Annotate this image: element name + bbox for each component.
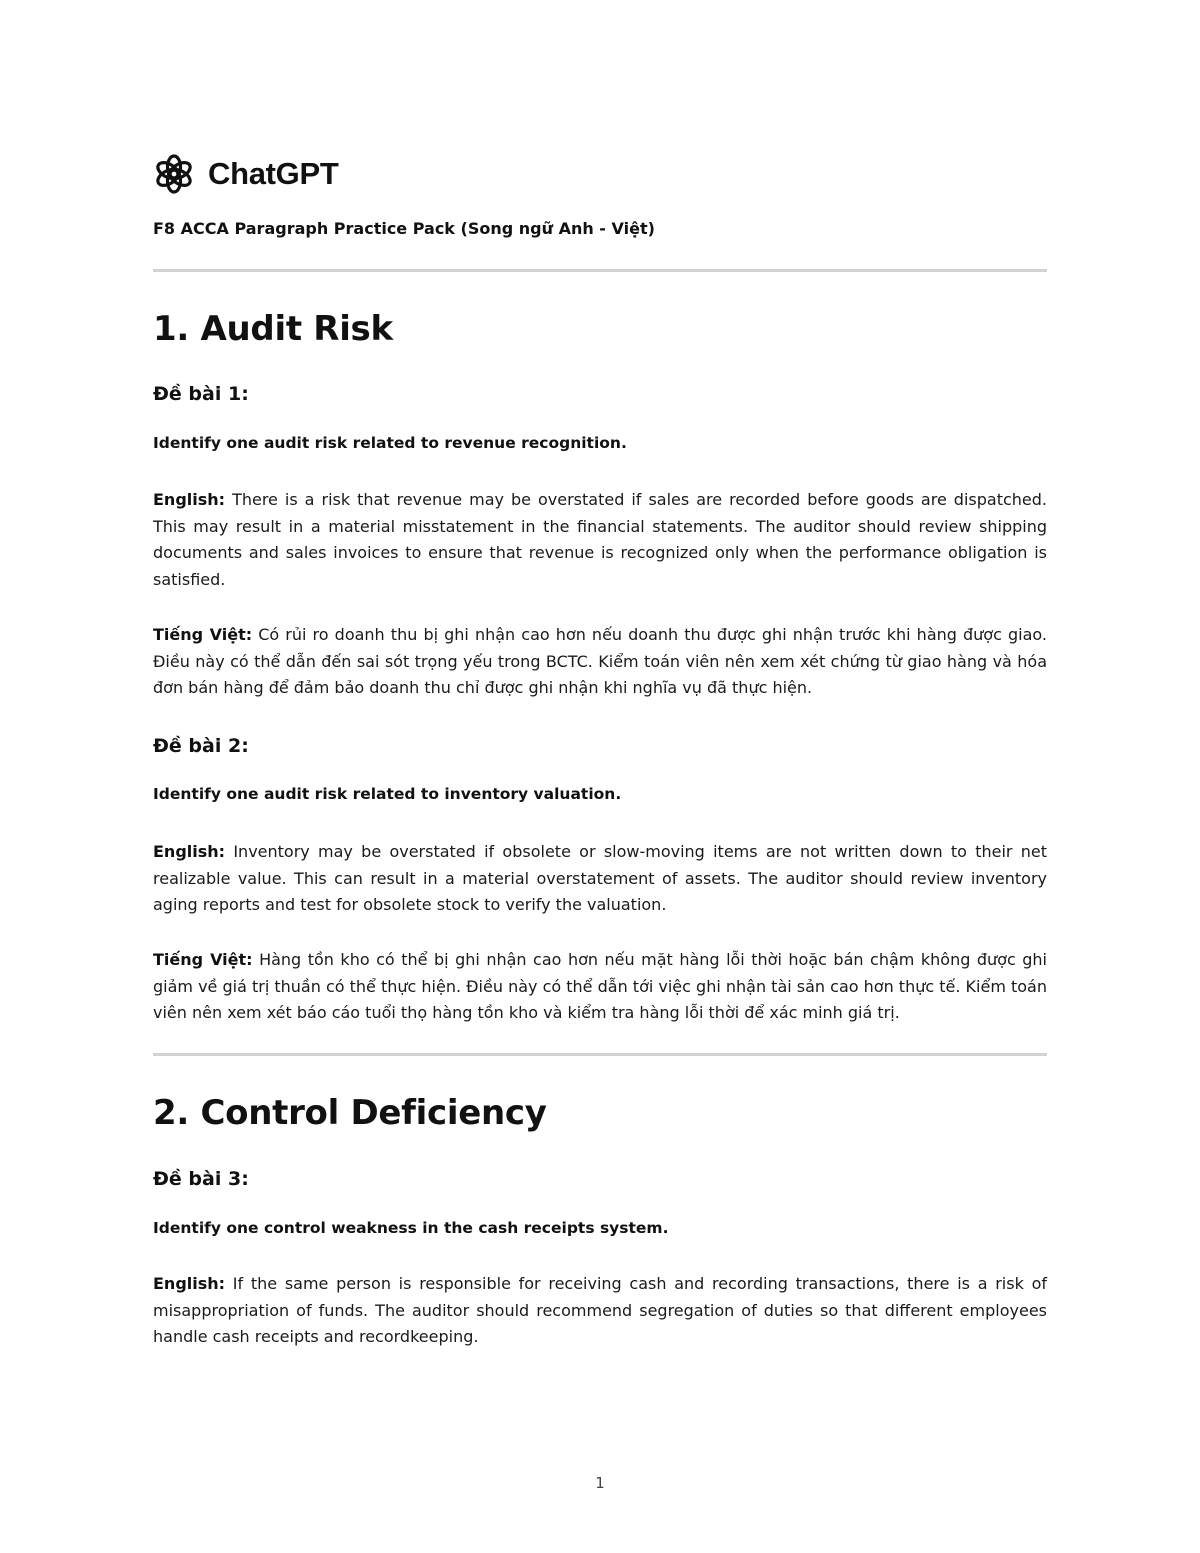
document-title: F8 ACCA Paragraph Practice Pack (Song ngữ Anh - Việt)	[153, 219, 655, 238]
english-answer	[153, 487, 1047, 593]
english-label: English:	[153, 1274, 226, 1293]
divider	[153, 269, 1047, 272]
openai-logo-icon	[153, 153, 195, 195]
english-answer	[153, 839, 1047, 919]
exercise-question: Identify one audit risk related to inventory valuation.	[153, 785, 622, 803]
vietnamese-text: Có rủi ro doanh thu bị ghi nhận cao hơn nếu doanh thu được ghi nhận trước khi hàng được giao. Điều này có thể dẫn đến sai sót trọng yếu trong BCTC. Kiểm toán viên nên xem xét chứng từ giao hàng và hóa đơn bán hàng để đảm bảo doanh thu chỉ được ghi nhận khi nghĩa vụ đã thực hiện.	[153, 625, 1047, 697]
vietnamese-label: Tiếng Việt:	[153, 950, 253, 969]
vietnamese-text: Hàng tồn kho có thể bị ghi nhận cao hơn nếu mặt hàng lỗi thời hoặc bán chậm không được ghi giảm về giá trị thuần có thể thực hiện. Điều này có thể dẫn tới việc ghi nhận tài sản cao hơn thực tế. Kiểm toán viên nên xem xét báo cáo tuổi thọ hàng tồn kho và kiểm tra hàng lỗi thời để xác minh giá trị.	[153, 950, 1047, 1022]
english-answer	[153, 1271, 1047, 1351]
english-text: Inventory may be overstated if obsolete or slow-moving items are not written down to their net realizable value. This can result in a material overstatement of assets. The auditor should review inventory aging reports and test for obsolete stock to verify the valuation.	[153, 842, 1047, 914]
vietnamese-answer	[153, 622, 1047, 702]
exercise-title: Đề bài 2:	[153, 735, 249, 757]
exercise-question: Identify one audit risk related to revenue recognition.	[153, 434, 627, 452]
vietnamese-label: Tiếng Việt:	[153, 625, 253, 644]
vietnamese-answer	[153, 947, 1047, 1027]
section-heading-control-deficiency: 2. Control Deficiency	[153, 1093, 547, 1133]
english-label: English:	[153, 842, 226, 861]
english-label: English:	[153, 490, 226, 509]
divider	[153, 1053, 1047, 1056]
page-number: 1	[595, 1474, 605, 1492]
exercise-title: Đề bài 3:	[153, 1168, 249, 1190]
exercise-title: Đề bài 1:	[153, 383, 249, 405]
english-text: If the same person is responsible for receiving cash and recording transactions, there is a risk of misappropriation of funds. The auditor should recommend segregation of duties so that different employees handle cash receipts and recordkeeping.	[153, 1274, 1047, 1346]
english-text: There is a risk that revenue may be overstated if sales are recorded before goods are dispatched. This may result in a material misstatement in the financial statements. The auditor should review shipping documents and sales invoices to ensure that revenue is recognized only when the performance obligation is satisfied.	[153, 490, 1047, 589]
logo-text: ChatGPT	[208, 156, 339, 191]
exercise-question: Identify one control weakness in the cash receipts system.	[153, 1219, 669, 1237]
chatgpt-logo	[153, 152, 339, 196]
section-heading-audit-risk: 1. Audit Risk	[153, 309, 393, 349]
